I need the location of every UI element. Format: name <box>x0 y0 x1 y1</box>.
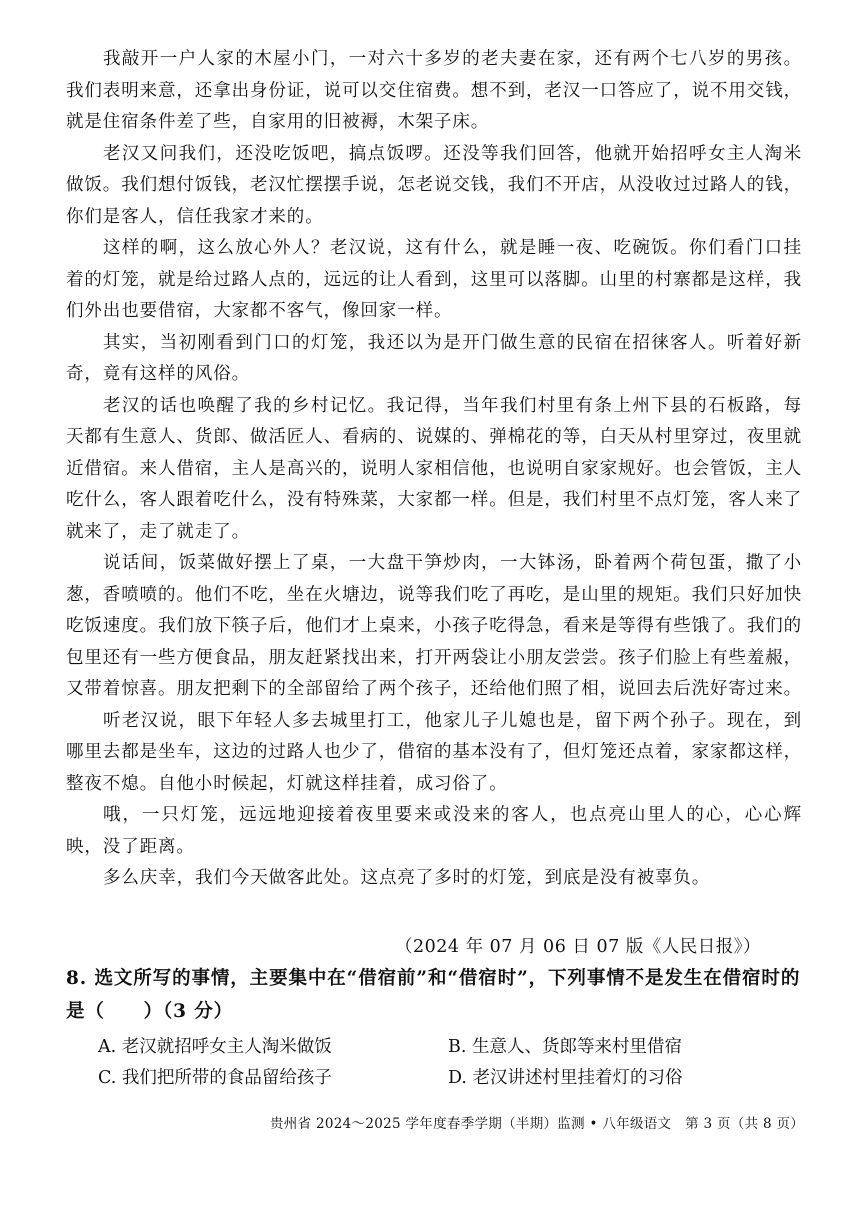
question-options <box>98 1032 798 1094</box>
question-number: 8. <box>66 968 88 989</box>
article-source: （2024 年 07 月 06 日 07 版《人民日报》） <box>395 937 762 957</box>
option-row <box>98 1063 798 1094</box>
option-c: C. 我们把所带的食品留给孩子 <box>98 1068 332 1088</box>
paragraph-4: 其实，当初刚看到门口的灯笼，我还以为是开门做生意的民宿在招徕客人。听着好新奇，竟有这样的风俗。 <box>66 332 802 384</box>
paragraph-2: 老汉又问我们，还没吃饭吧，搞点饭啰。还没等我们回答，他就开始招呼女主人淘米做饭。我们想付饭钱，老汉忙摆摆手说，怎老说交钱，我们不开店，从没收过过路人的钱，你们是客人，信任我家才来的。 <box>66 143 802 227</box>
paragraph-5: 老汉的话也唤醒了我的乡村记忆。我记得，当年我们村里有条上州下县的石板路，每天都有生意人、货郎、做活匠人、看病的、说媒的、弹棉花的等，白天从村里穿过，夜里就近借宿。来人借宿，主人是高兴的，说明人家相信他，也说明自家家规好。也会管饭，主人吃什么，客人跟着吃什么，没有特殊菜，大家都一样。但是，我们村里不点灯笼，客人来了就来了，走了就走了。 <box>66 395 802 542</box>
option-d: D. 老汉讲述村里挂着灯的习俗 <box>448 1068 683 1088</box>
paragraph-3: 这样的啊，这么放心外人？老汉说，这有什么，就是睡一夜、吃碗饭。你们看门口挂着的灯笼，就是给过路人点的，远远的让人看到，这里可以落脚。山里的村寨都是这样，我们外出也要借宿，大家都不客气，像回家一样。 <box>66 238 802 321</box>
option-a: A. 老汉就招呼女主人淘米做饭 <box>98 1037 332 1057</box>
paragraph-7: 听老汉说，眼下年轻人多去城里打工，他家儿子儿媳也是，留下两个孙子。现在，到哪里去都是坐车，这边的过路人也少了，借宿的基本没有了，但灯笼还点着，家家都这样，整夜不熄。自他小时候起，灯就这样挂着，成习俗了。 <box>66 710 802 794</box>
paragraph-6: 说话间，饭菜做好摆上了桌，一大盘干笋炒肉，一大钵汤，卧着两个荷包蛋，撒了小葱，香喷喷的。他们不吃，坐在火塘边，说等我们吃了再吃，是山里的规矩。我们只好加快吃饭速度。我们放下筷子后，他们才上桌来，小孩子吃得急，看来是等得有些饿了。我们的包里还有一些方便食品，朋友赶紧找出来，打开两袋让小朋友尝尝。孩子们脸上有些羞赧，又带着惊喜。朋友把剩下的全部留给了两个孩子，还给他们照了相，说回去后洗好寄过来。 <box>66 553 802 699</box>
option-row <box>98 1032 798 1063</box>
paragraph-1: 我敲开一户人家的木屋小门，一对六十多岁的老夫妻在家，还有两个七八岁的男孩。我们表明来意，还拿出身份证，说可以交住宿费。想不到，老汉一口答应了，说不用交钱，就是住宿条件差了些，自家用的旧被褥，木架子床。 <box>66 49 802 132</box>
page-footer: 贵州省 2024～2025 学年度春季学期（半期）监测 • 八年级语文 第 3 页（共 8 页） <box>270 1116 805 1132</box>
question-text: 选文所写的事情，主要集中在“借宿前”和“借宿时”，下列事情不是发生在借宿时的是（ ）（3 分） <box>66 968 801 1022</box>
reading-passage <box>66 44 802 895</box>
option-b: B. 生意人、货郎等来村里借宿 <box>448 1037 682 1057</box>
paragraph-8: 哦，一只灯笼，远远地迎接着夜里要来或没来的客人，也点亮山里人的心，心心辉映，没了距离。 <box>66 805 802 857</box>
question-8 <box>66 962 806 1028</box>
paragraph-9: 多么庆幸，我们今天做客此处。这点亮了多时的灯笼，到底是没有被辜负。 <box>103 868 711 888</box>
